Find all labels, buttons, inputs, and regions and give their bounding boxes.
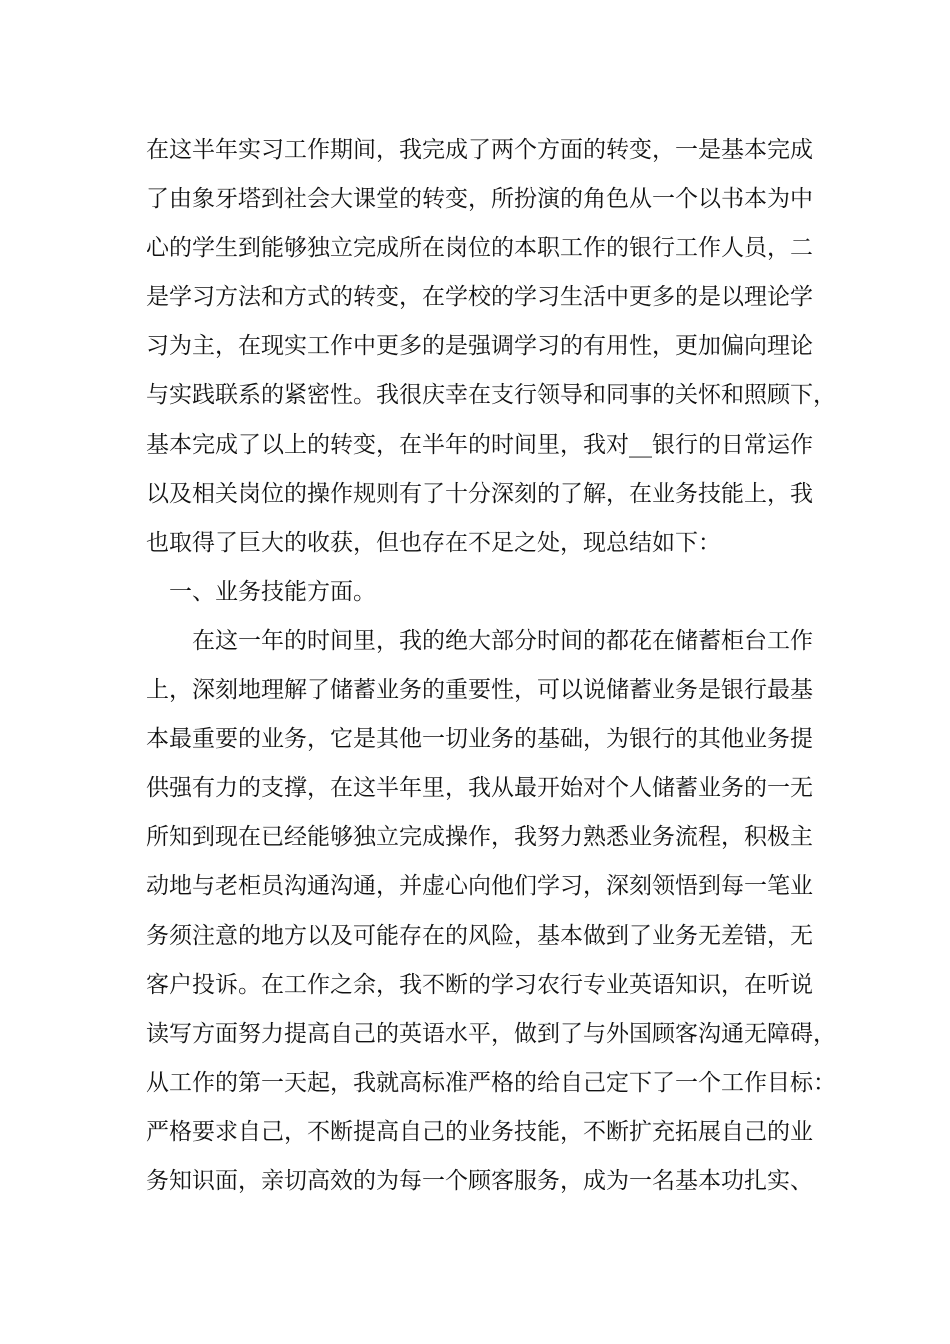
paragraph-line: 了由象牙塔到社会大课堂的转变，所扮演的角色从一个以书本为中 — [146, 186, 813, 213]
paragraph-line: 习为主，在现实工作中更多的是强调学习的有用性，更加偏向理论 — [146, 333, 813, 360]
paragraph-line: 务须注意的地方以及可能存在的风险，基本做到了业务无差错，无 — [146, 922, 813, 949]
paragraph-line: 读写方面努力提高自己的英语水平，做到了与外国顾客沟通无障碍， — [146, 1020, 836, 1047]
paragraph-line: 上，深刻地理解了储蓄业务的重要性，可以说储蓄业务是银行最基 — [146, 677, 813, 704]
paragraph-line: 与实践联系的紧密性。我很庆幸在支行领导和同事的关怀和照顾下， — [146, 382, 836, 409]
paragraph-line: 严格要求自己，不断提高自己的业务技能，不断扩充拓展自己的业 — [146, 1118, 813, 1145]
paragraph-line: 基本完成了以上的转变，在半年的时间里，我对__银行的日常运作 — [146, 431, 813, 458]
paragraph-line: 也取得了巨大的收获，但也存在不足之处，现总结如下： — [146, 529, 721, 556]
paragraph-line: 从工作的第一天起，我就高标准严格的给自己定下了一个工作目标： — [146, 1069, 836, 1096]
paragraph-line: 以及相关岗位的操作规则有了十分深刻的了解，在业务技能上，我 — [146, 480, 813, 507]
paragraph-line: 务知识面，亲切高效的为每一个顾客服务，成为一名基本功扎实、 — [146, 1167, 813, 1194]
paragraph-line: 动地与老柜员沟通沟通，并虚心向他们学习，深刻领悟到每一笔业 — [146, 873, 813, 900]
paragraph-line: 客户投诉。在工作之余，我不断的学习农行专业英语知识，在听说 — [146, 971, 813, 998]
paragraph-line: 所知到现在已经能够独立完成操作，我努力熟悉业务流程，积极主 — [146, 824, 813, 851]
document-body — [146, 126, 836, 1206]
paragraph-line: 是学习方法和方式的转变，在学校的学习生活中更多的是以理论学 — [146, 284, 813, 311]
paragraph-line: 供强有力的支撑，在这半年里，我从最开始对个人储蓄业务的一无 — [146, 775, 813, 802]
paragraph-line: 心的学生到能够独立完成所在岗位的本职工作的银行工作人员，二 — [146, 235, 813, 262]
paragraph-line: 在这半年实习工作期间，我完成了两个方面的转变，一是基本完成 — [146, 137, 813, 163]
section-heading: 一、业务技能方面。 — [169, 578, 376, 605]
paragraph-line: 本最重要的业务，它是其他一切业务的基础，为银行的其他业务提 — [146, 726, 813, 753]
paragraph-line: 在这一年的时间里，我的绝大部分时间的都花在储蓄柜台工作 — [192, 627, 813, 654]
